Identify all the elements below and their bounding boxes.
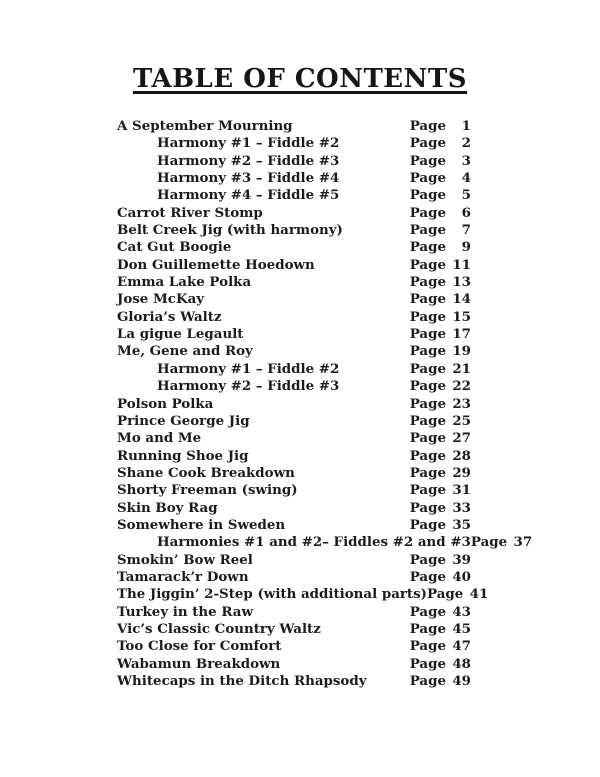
toc-row <box>117 586 489 603</box>
entry-title: Emma Lake Polka <box>117 274 252 291</box>
page-ref <box>410 187 471 204</box>
toc-row <box>117 465 471 482</box>
page-number: 4 <box>461 170 471 187</box>
toc-row <box>117 187 471 204</box>
toc-row <box>117 118 471 135</box>
entry-title: Too Close for Comfort <box>117 638 282 655</box>
page-ref <box>410 378 471 395</box>
entry-title: Don Guillemette Hoedown <box>117 256 315 273</box>
page-number: 40 <box>452 568 471 585</box>
entry-title: Harmony #1 – Fiddle #2 <box>157 360 340 377</box>
page-number: 25 <box>452 412 471 429</box>
page-number: 48 <box>452 655 471 672</box>
page-word-label: Page <box>409 620 446 637</box>
page-number: 19 <box>452 343 471 360</box>
page-word-label: Page <box>409 118 446 134</box>
page-ref <box>410 517 471 534</box>
page-ref <box>410 326 471 343</box>
toc-row <box>117 309 471 326</box>
entry-title: Harmony #3 – Fiddle #4 <box>157 170 340 187</box>
page-ref <box>410 604 471 621</box>
page-ref <box>410 413 471 430</box>
entry-title: Harmony #2 – Fiddle #3 <box>157 152 340 169</box>
page-word-label: Page <box>409 308 446 325</box>
page-number: 13 <box>452 274 471 291</box>
page-word-label: Page <box>409 464 446 481</box>
entry-title: Vic’s Classic Country Waltz <box>117 620 321 637</box>
page-number: 29 <box>452 464 471 481</box>
page-ref <box>410 135 471 152</box>
page-word-label: Page <box>409 499 446 516</box>
entry-title: Mo and Me <box>117 430 202 447</box>
page-ref <box>410 569 471 586</box>
toc-row <box>117 569 471 586</box>
entry-title: Me, Gene and Roy <box>117 343 253 360</box>
page-number: 22 <box>452 378 471 395</box>
toc-row <box>117 413 471 430</box>
page-word-label: Page <box>409 170 446 187</box>
page-number: 35 <box>452 516 471 533</box>
page-number: 45 <box>452 620 471 637</box>
page-number: 11 <box>452 256 471 273</box>
entry-title: Harmony #1 – Fiddle #2 <box>157 135 340 152</box>
page-word-label: Page <box>409 516 446 533</box>
entry-title: Wabamun Breakdown <box>117 655 281 672</box>
page-ref <box>410 552 471 569</box>
entry-title: Gloria’s Waltz <box>117 308 222 325</box>
toc-row <box>117 500 471 517</box>
page-ref <box>410 170 471 187</box>
page-word-label: Page <box>409 638 446 655</box>
entry-title: A September Mourning <box>117 118 293 134</box>
page-number: 31 <box>452 482 471 499</box>
entry-title: Shane Cook Breakdown <box>117 464 295 481</box>
page-number: 49 <box>452 673 471 689</box>
page-number: 15 <box>452 308 471 325</box>
page-word-label: Page <box>409 343 446 360</box>
toc-row <box>117 396 471 413</box>
entry-title: Running Shoe Jig <box>117 447 249 464</box>
page-word-label: Page <box>409 187 446 204</box>
entry-title: Polson Polka <box>117 395 214 412</box>
toc-row <box>117 326 471 343</box>
page-ref <box>410 274 471 291</box>
page-ref <box>410 257 471 274</box>
toc-row <box>117 239 471 256</box>
toc-list <box>117 118 533 690</box>
page-word-label: Page <box>409 152 446 169</box>
toc-row <box>117 222 471 239</box>
toc-row <box>117 205 471 222</box>
entry-title: Cat Gut Boogie <box>117 239 232 256</box>
toc-row <box>117 291 471 308</box>
toc-row <box>117 656 471 673</box>
page-word-label: Page <box>409 378 446 395</box>
page-number: 41 <box>469 586 489 603</box>
page-word-label: Page <box>409 430 446 447</box>
page-ref <box>410 673 471 690</box>
entry-title: Harmony #4 – Fiddle #5 <box>157 187 340 204</box>
page-number: 17 <box>452 326 471 343</box>
entry-title: La gigue Legault <box>117 326 244 343</box>
page-word-label: Page <box>409 447 446 464</box>
page-ref <box>410 396 471 413</box>
page-number: 3 <box>461 152 471 169</box>
page-number: 28 <box>452 447 471 464</box>
page-number: 14 <box>452 291 471 308</box>
entry-title: Harmonies #1 and #2– Fiddles #2 and #3 <box>157 534 471 551</box>
page-ref <box>410 621 471 638</box>
page-word-label: Page <box>427 586 464 603</box>
toc-row <box>117 274 471 291</box>
page-number: 2 <box>461 135 471 152</box>
toc-row <box>117 673 471 690</box>
page-ref <box>410 153 471 170</box>
entry-title: Carrot River Stomp <box>117 204 263 221</box>
entry-title: Prince George Jig <box>117 412 250 429</box>
page-number: 1 <box>461 118 471 134</box>
page-number: 47 <box>452 638 471 655</box>
page-word-label: Page <box>470 534 508 551</box>
toc-row <box>117 552 471 569</box>
page-number: 39 <box>452 551 471 568</box>
page-title: TABLE OF CONTENTS <box>132 64 468 94</box>
toc-row <box>117 153 471 170</box>
toc-row <box>117 361 471 378</box>
page-ref <box>410 638 471 655</box>
page-word-label: Page <box>409 256 446 273</box>
page-word-label: Page <box>409 655 446 672</box>
page-ref <box>410 239 471 256</box>
page-word-label: Page <box>409 395 446 412</box>
page-ref <box>410 430 471 447</box>
page-ref <box>410 448 471 465</box>
toc-row <box>117 170 471 187</box>
page-ref <box>410 500 471 517</box>
page-word-label: Page <box>409 239 446 256</box>
toc-row <box>117 430 471 447</box>
page-ref <box>410 361 471 378</box>
page-ref <box>410 656 471 673</box>
page-number: 37 <box>513 534 533 551</box>
page-number: 27 <box>452 430 471 447</box>
page-ref <box>410 465 471 482</box>
toc-row <box>117 257 471 274</box>
page-word-label: Page <box>409 222 446 239</box>
page-word-label: Page <box>409 568 446 585</box>
page-ref <box>410 309 471 326</box>
page-word-label: Page <box>409 204 446 221</box>
page-ref <box>410 118 471 135</box>
toc-row <box>117 517 471 534</box>
page-ref <box>410 291 471 308</box>
page-ref <box>410 343 471 360</box>
page-number: 7 <box>461 222 471 239</box>
page-word-label: Page <box>409 412 446 429</box>
toc-row <box>117 604 471 621</box>
page-ref <box>410 222 471 239</box>
entry-title: Jose McKay <box>117 291 205 308</box>
page-number: 6 <box>461 204 471 221</box>
toc-row <box>117 482 471 499</box>
toc-row <box>117 378 471 395</box>
page-number: 5 <box>461 187 471 204</box>
page-word-label: Page <box>409 551 446 568</box>
entry-title: Harmony #2 – Fiddle #3 <box>157 378 340 395</box>
toc-row <box>117 621 471 638</box>
toc-row <box>117 638 471 655</box>
entry-title: Skin Boy Rag <box>117 499 218 516</box>
page-word-label: Page <box>409 291 446 308</box>
page-number: 23 <box>452 395 471 412</box>
page-number: 9 <box>461 239 471 256</box>
toc-row <box>117 343 471 360</box>
entry-title: Somewhere in Sweden <box>117 516 286 533</box>
entry-title: Belt Creek Jig (with harmony) <box>117 222 343 239</box>
page-ref <box>410 482 471 499</box>
page-ref <box>410 205 471 222</box>
page-number: 21 <box>452 360 471 377</box>
entry-title: Shorty Freeman (swing) <box>117 482 298 499</box>
toc-row <box>117 448 471 465</box>
page-number: 33 <box>452 499 471 516</box>
toc-row <box>117 534 533 551</box>
entry-title: The Jiggin’ 2-Step (with additional parts) <box>117 586 427 603</box>
toc-row <box>117 135 471 152</box>
page-word-label: Page <box>409 274 446 291</box>
entry-title: Tamarack’r Down <box>117 568 249 585</box>
entry-title: Smokin’ Bow Reel <box>117 551 253 568</box>
entry-title: Whitecaps in the Ditch Rhapsody <box>117 673 367 689</box>
entry-title: Turkey in the Raw <box>117 603 253 620</box>
page-word-label: Page <box>409 326 446 343</box>
page-ref <box>471 534 532 551</box>
page-word-label: Page <box>409 135 446 152</box>
page-word-label: Page <box>409 360 446 377</box>
page-word-label: Page <box>409 603 446 620</box>
page-word-label: Page <box>409 482 446 499</box>
page-number: 43 <box>452 603 471 620</box>
page-word-label: Page <box>409 673 446 689</box>
page-ref <box>427 586 488 603</box>
